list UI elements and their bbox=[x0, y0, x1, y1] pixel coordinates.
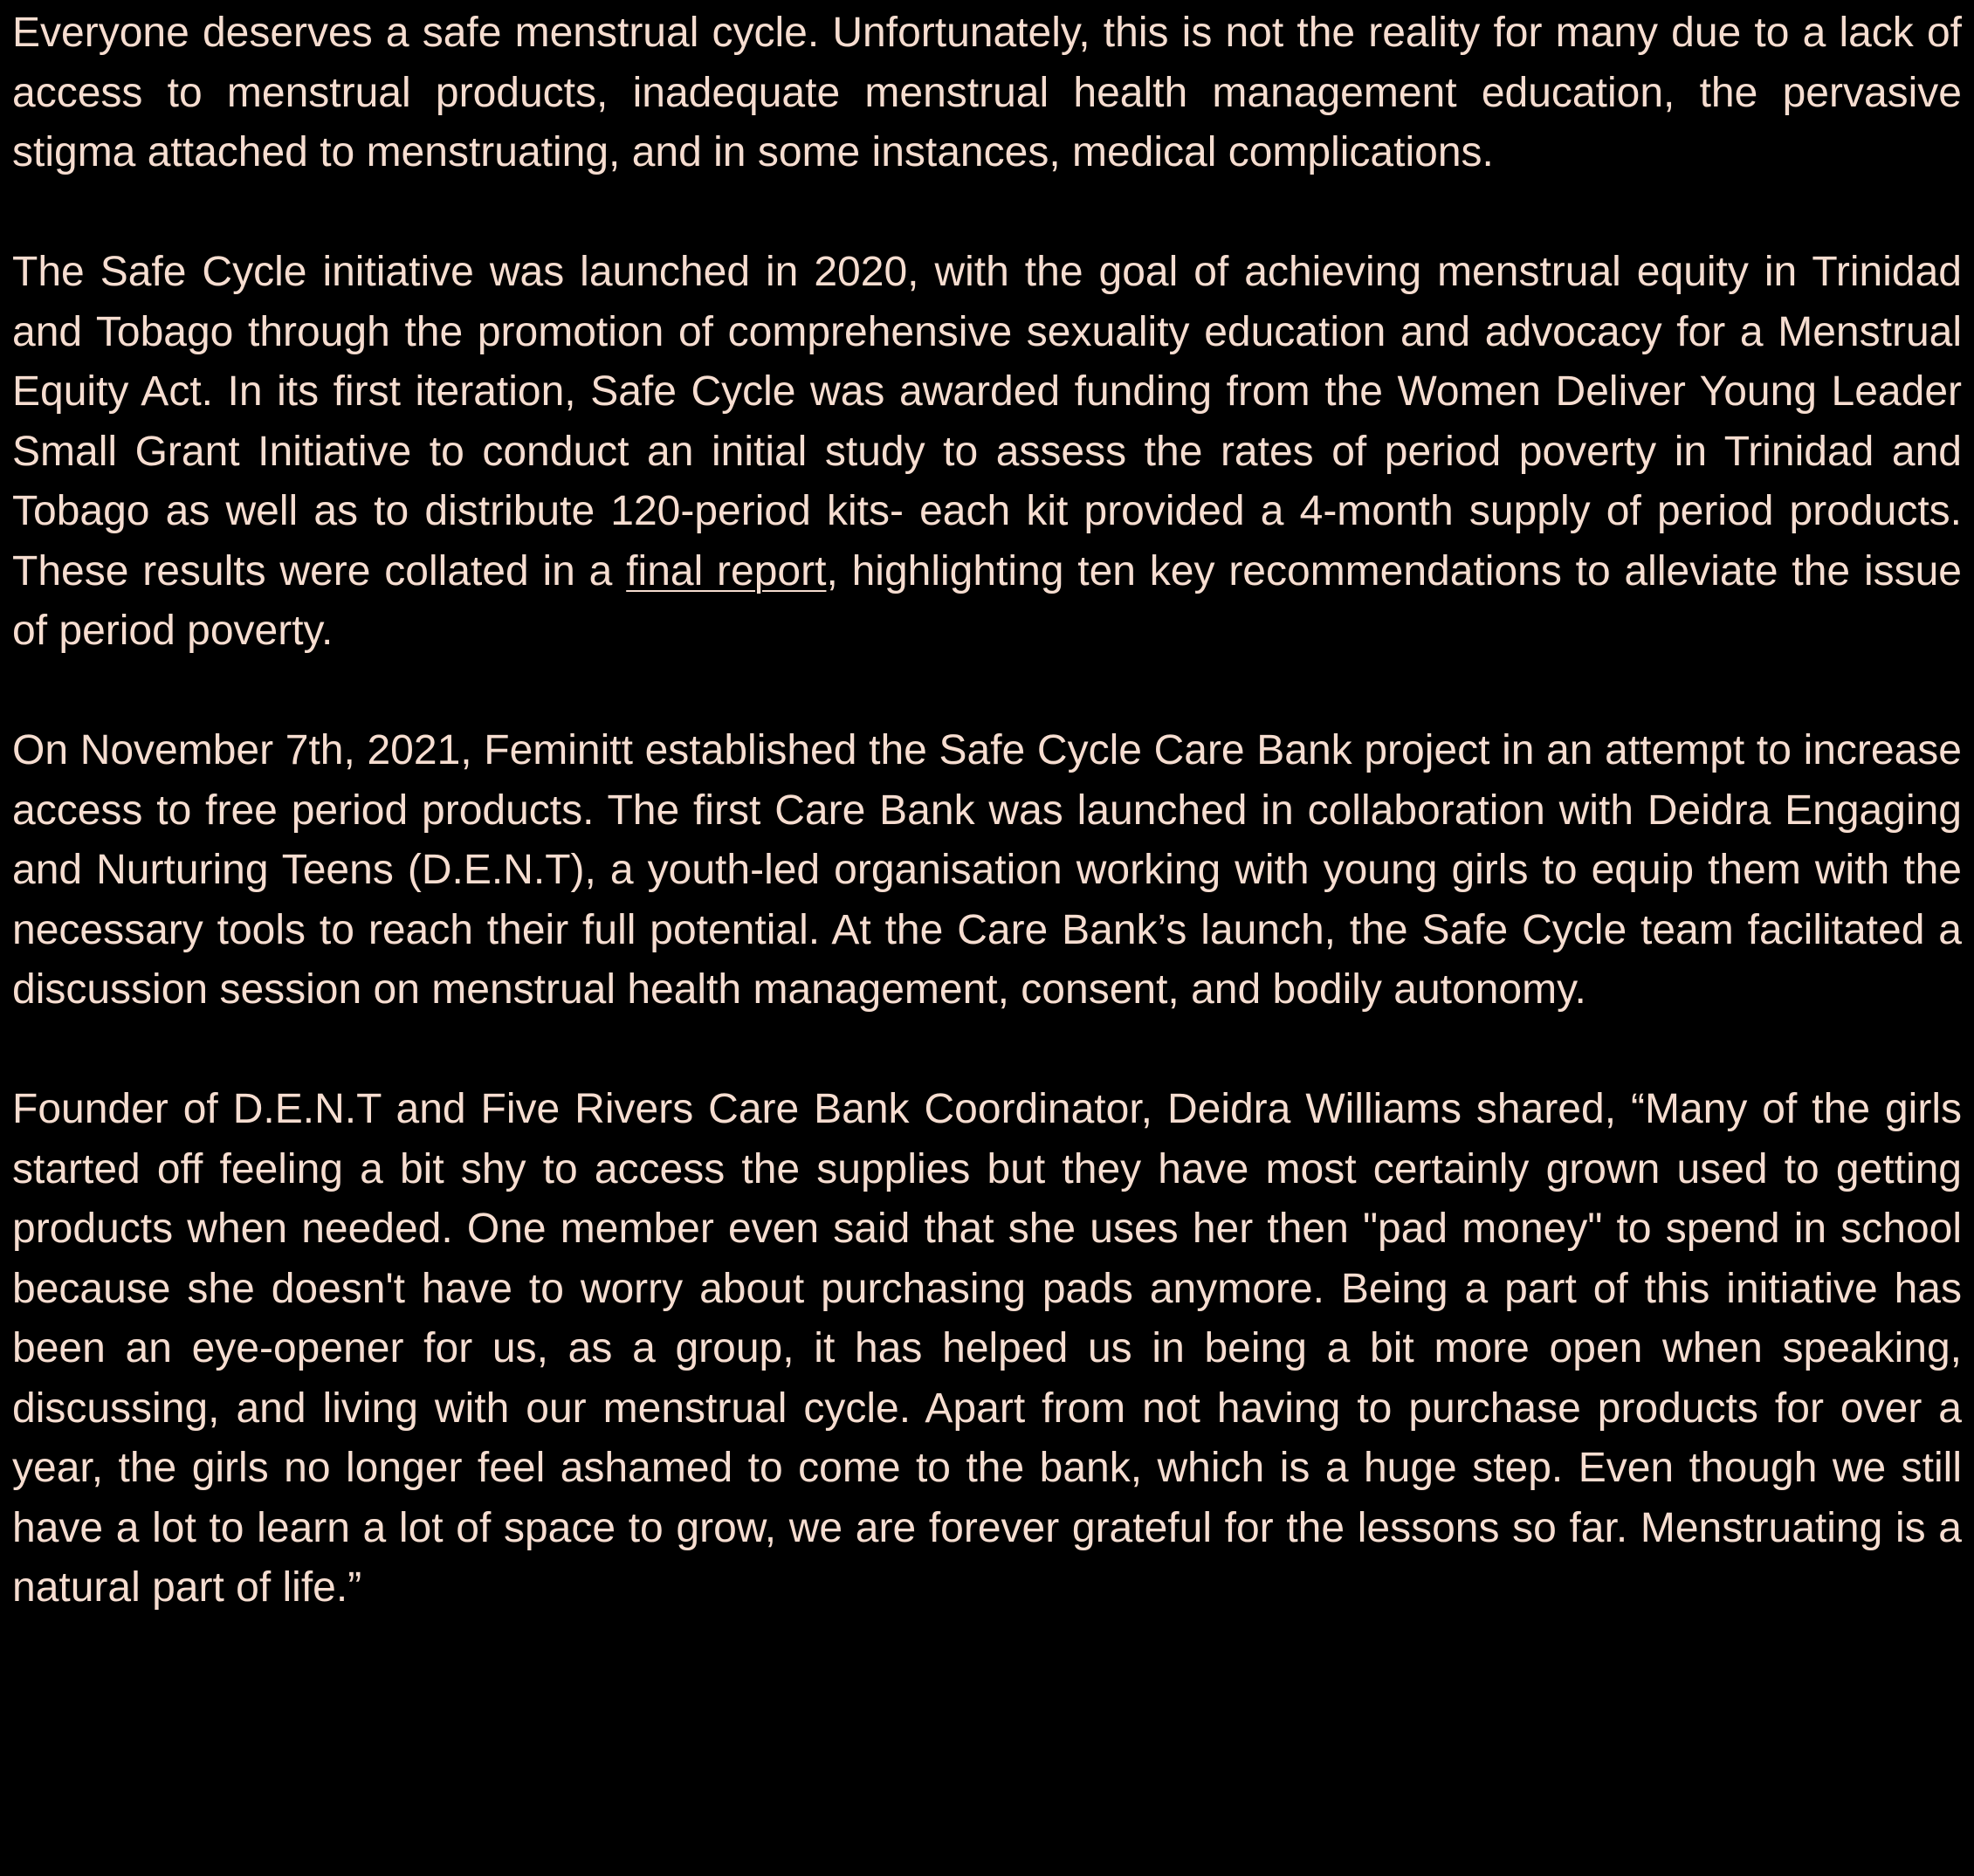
paragraph-care-bank: On November 7th, 2021, Feminitt established the Safe Cycle Care Bank project in an attempt to increase access to free period products. The first Care Bank was launched in collaboration with Deidra Engaging and Nurturing Teens (D.E.N.T), a youth-led organisation working with young girls to equip them with the necessary tools to reach their full potential. At the Care Bank’s launch, the Safe Cycle team facilitated a discussion session on menstrual health management, consent, and bodily autonomy. bbox=[12, 727, 1962, 1013]
paragraph-testimonial: Founder of D.E.N.T and Five Rivers Care Bank Coordinator, Deidra Williams shared, “Many of the girls started off feeling a bit shy to access the supplies but they have most certainly grown used to getting products when needed. One member even said that she uses her then "pad money" to spend in school because she doesn't have to worry about purchasing pads anymore. Being a part of this initiative has been an eye-opener for us, as a group, it has helped us in being a bit more open when speaking, discussing, and living with our menstrual cycle. Apart from not having to purchase products for over a year, the girls no longer feel ashamed to come to the bank, which is a huge step. Even though we still have a lot to learn a lot of space to grow, we are forever grateful for the lessons so far. Menstruating is a natural part of life.” bbox=[12, 1086, 1962, 1611]
paragraph-text: The Safe Cycle initiative was launched in 2020, with the goal of achieving menstrual equity in Trinidad and Tobago through the promotion of comprehensive sexuality education and advocacy for a Menstrual Equity Act. In its first iteration, Safe Cycle was awarded funding from the Women Deliver Young Leader Small Grant Initiative to conduct an initial study to assess the rates of period poverty in Trinidad and Tobago as well as to distribute 120-period kits- each kit provided a 4-month supply of period products. These results were collated in a bbox=[12, 249, 1962, 594]
article-body bbox=[12, 3, 1962, 1618]
paragraph-safe-cycle-initiative bbox=[12, 243, 1962, 662]
paragraph-intro: Everyone deserves a safe menstrual cycle. Unfortunately, this is not the reality for many due to a lack of access to menstrual products, inadequate menstrual health management education, the pervasive stigma attached to menstruating, and in some instances, medical complications. bbox=[12, 10, 1962, 175]
final-report-link[interactable]: final report bbox=[626, 547, 827, 594]
paragraph-text: , highlighting ten key recommendations to alleviate the issue of period poverty. bbox=[12, 547, 1962, 654]
